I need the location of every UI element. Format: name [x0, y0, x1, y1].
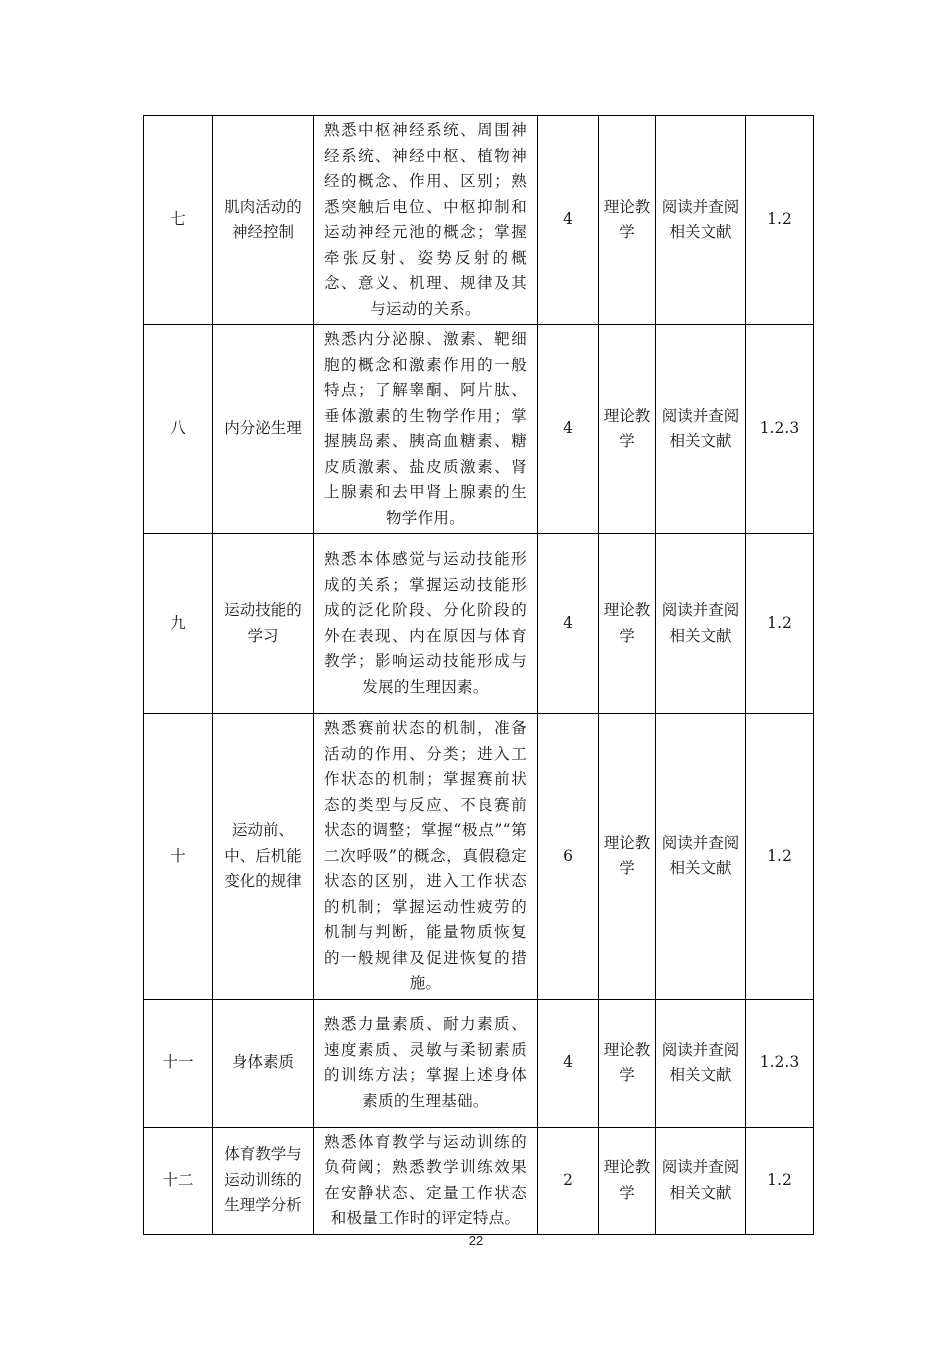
course-objectives: 1.2.3 [746, 999, 814, 1127]
chapter-name: 身体素质 [213, 999, 314, 1127]
teaching-hours: 6 [538, 714, 599, 1000]
chapter-name: 运动前、中、后机能变化的规律 [213, 714, 314, 1000]
study-requirement: 阅读并查阅相关文献 [656, 325, 746, 534]
teaching-hours: 4 [538, 116, 599, 325]
teaching-method: 理论教学 [599, 325, 656, 534]
chapter-name: 内分泌生理 [213, 325, 314, 534]
chapter-name: 体育教学与运动训练的生理学分析 [213, 1127, 314, 1234]
course-objectives: 1.2 [746, 116, 814, 325]
table-row [144, 534, 814, 714]
course-objectives: 1.2 [746, 534, 814, 714]
table-row [144, 325, 814, 534]
teaching-hours: 4 [538, 999, 599, 1127]
chapter-content: 熟悉中枢神经系统、周围神经系统、神经中枢、植物神经的概念、作用、区别；熟悉突触后电位、中枢抑制和运动神经元池的概念；掌握牵张反射、姿势反射的概念、意义、机理、规律及其与运动的关系。 [314, 116, 538, 325]
chapter-index: 九 [144, 534, 213, 714]
teaching-method: 理论教学 [599, 999, 656, 1127]
course-objectives: 1.2.3 [746, 325, 814, 534]
teaching-method: 理论教学 [599, 534, 656, 714]
chapter-content: 熟悉力量素质、耐力素质、速度素质、灵敏与柔韧素质的训练方法；掌握上述身体素质的生理基础。 [314, 999, 538, 1127]
teaching-hours: 2 [538, 1127, 599, 1234]
chapter-name: 肌肉活动的神经控制 [213, 116, 314, 325]
chapter-index: 十一 [144, 999, 213, 1127]
course-objectives: 1.2 [746, 714, 814, 1000]
study-requirement: 阅读并查阅相关文献 [656, 534, 746, 714]
page-number: 22 [468, 1233, 484, 1248]
chapter-index: 七 [144, 116, 213, 325]
chapter-index: 十 [144, 714, 213, 1000]
study-requirement: 阅读并查阅相关文献 [656, 116, 746, 325]
teaching-method: 理论教学 [599, 1127, 656, 1234]
chapter-content: 熟悉赛前状态的机制，准备活动的作用、分类；进入工作状态的机制；掌握赛前状态的类型与反应、不良赛前状态的调整；掌握“极点”“第二次呼吸”的概念，真假稳定状态的区别，进入工作状态的机制；掌握运动性疲劳的机制与判断，能量物质恢复的一般规律及促进恢复的措施。 [314, 714, 538, 1000]
table-row [144, 116, 814, 325]
chapter-content: 熟悉体育教学与运动训练的负荷阈；熟悉教学训练效果在安静状态、定量工作状态和极量工作时的评定特点。 [314, 1127, 538, 1234]
table-row [144, 999, 814, 1127]
chapter-index: 十二 [144, 1127, 213, 1234]
teaching-method: 理论教学 [599, 714, 656, 1000]
study-requirement: 阅读并查阅相关文献 [656, 1127, 746, 1234]
chapter-name: 运动技能的学习 [213, 534, 314, 714]
teaching-hours: 4 [538, 325, 599, 534]
teaching-method: 理论教学 [599, 116, 656, 325]
study-requirement: 阅读并查阅相关文献 [656, 714, 746, 1000]
study-requirement: 阅读并查阅相关文献 [656, 999, 746, 1127]
teaching-hours: 4 [538, 534, 599, 714]
table-row [144, 1127, 814, 1234]
chapter-content: 熟悉内分泌腺、激素、靶细胞的概念和激素作用的一般特点；了解睾酮、阿片肽、垂体激素的生物学作用；掌握胰岛素、胰高血糖素、糖皮质激素、盐皮质激素、肾上腺素和去甲肾上腺素的生物学作用。 [314, 325, 538, 534]
chapter-content: 熟悉本体感觉与运动技能形成的关系；掌握运动技能形成的泛化阶段、分化阶段的外在表现、内在原因与体育教学；影响运动技能形成与发展的生理因素。 [314, 534, 538, 714]
chapter-index: 八 [144, 325, 213, 534]
table-row [144, 714, 814, 1000]
course-objectives: 1.2 [746, 1127, 814, 1234]
syllabus-table [143, 115, 814, 1235]
